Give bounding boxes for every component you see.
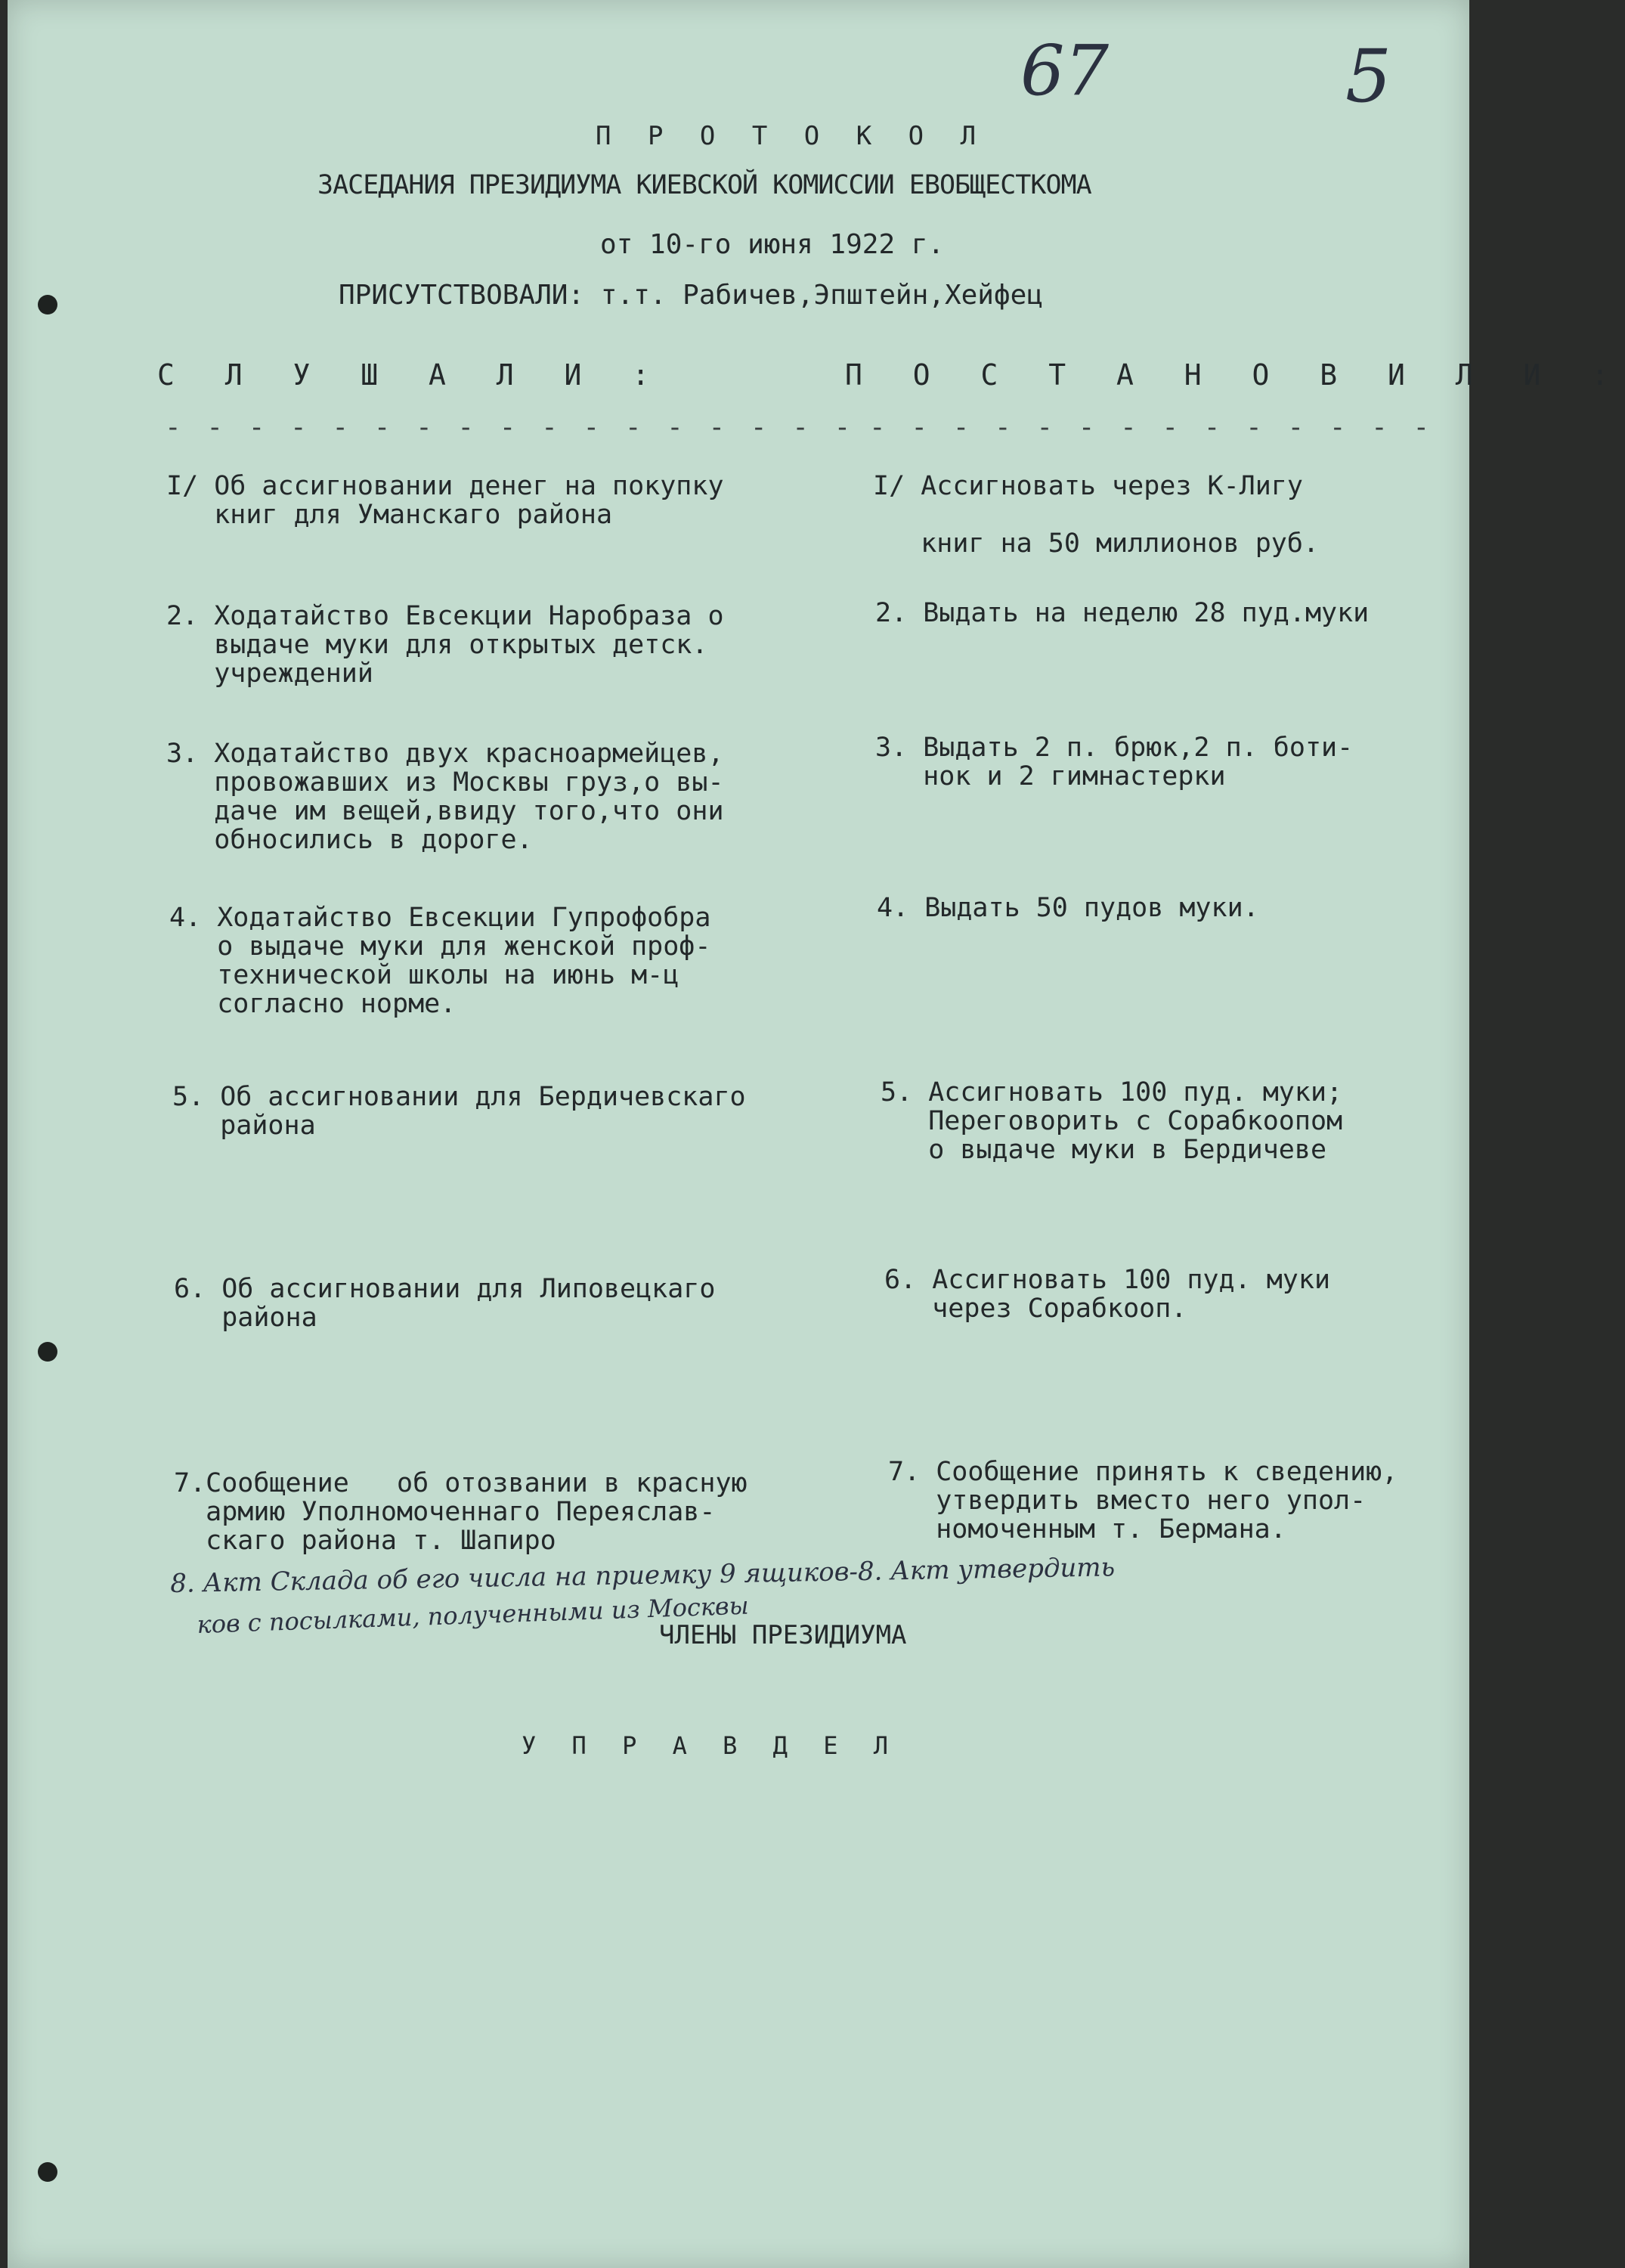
heard-item-3: 3. Ходатайство двух красноармейцев, провожавших из Москвы груз,о вы- даче им вещей,ввиду того,что они обносились в дороге. (166, 739, 724, 855)
binder-hole (38, 295, 57, 314)
resolved-item-2: 2. Выдать на неделю 28 пуд.муки (875, 598, 1370, 628)
document-page (8, 0, 1625, 2268)
document-subtitle: ЗАСЕДАНИЯ ПРЕЗИДИУМА КИЕВСКОЙ КОМИССИИ ЕВОБЩЕСТКОМА (317, 170, 1091, 200)
resolved-item-7: 7. Сообщение принять к сведению, утвердить вместо него упол- номоченным т. Бермана. (888, 1457, 1398, 1545)
heard-item-1: I/ Об ассигновании денег на покупку книг для Уманскаго района (166, 471, 724, 530)
heard-item-2: 2. Ходатайство Евсекции Наробраза о выдаче муки для открытых детск. учреждений (166, 601, 724, 689)
resolved-item-1: I/ Ассигновать через К-Лигу книг на 50 миллионов руб. (873, 471, 1320, 559)
resolved-column-header: П О С Т А Н О В И Л И : (845, 358, 1625, 392)
present-names: т.т. Рабичев,Эпштейн,Хейфец (600, 280, 1043, 311)
handwritten-note-line-1: 8. Акт Склада об его числа на приемку 9 ящиков-8. Акт утвердить (170, 1552, 1116, 1599)
heard-item-4: 4. Ходатайство Евсекции Гупрофобра о выдаче муки для женской проф- технической школы на июнь м-ц согласно норме. (169, 903, 711, 1019)
handwritten-note-line-2: ков с посылками, полученными из Москвы (197, 1591, 750, 1639)
heard-column-header: С Л У Ш А Л И : (157, 358, 667, 392)
resolved-rule: - - - - - - - - - - - - - - (869, 412, 1435, 443)
document-title: П Р О Т О К О Л (596, 121, 987, 151)
resolved-item-6: 6. Ассигновать 100 пуд. муки через Сорабкооп. (884, 1265, 1331, 1324)
resolved-item-5: 5. Ассигновать 100 пуд. муки; Переговорить с Сорабкоопом о выдаче муки в Бердичеве (881, 1077, 1343, 1165)
folio-number: 67 (1020, 30, 1110, 111)
binder-hole (38, 2162, 57, 2182)
present-label: ПРИСУТСТВОВАЛИ: (339, 280, 585, 311)
heard-rule: - - - - - - - - - - - - - - - - - (165, 412, 856, 443)
heard-item-6: 6. Об ассигновании для Липовецкаго района (174, 1274, 716, 1333)
heard-item-7: 7.Сообщение об отозвании в красную армию Уполномоченнаго Переяслав- скаго района т. Шапиро (174, 1468, 748, 1556)
resolved-item-4: 4. Выдать 50 пудов муки. (877, 893, 1259, 923)
page-number: 5 (1345, 34, 1392, 119)
manager-signature: У П Р А В Д Е Л (522, 1731, 899, 1760)
binder-hole (38, 1342, 57, 1362)
presidium-members-signature: ЧЛЕНЫ ПРЕЗИДИУМА (659, 1620, 907, 1650)
meeting-date: от 10-го июня 1922 г. (600, 229, 945, 260)
present-line (339, 280, 1043, 311)
resolved-item-3: 3. Выдать 2 п. брюк,2 п. боти- нок и 2 гимнастерки (875, 733, 1354, 792)
heard-item-5: 5. Об ассигновании для Бердичевскаго района (172, 1082, 746, 1141)
